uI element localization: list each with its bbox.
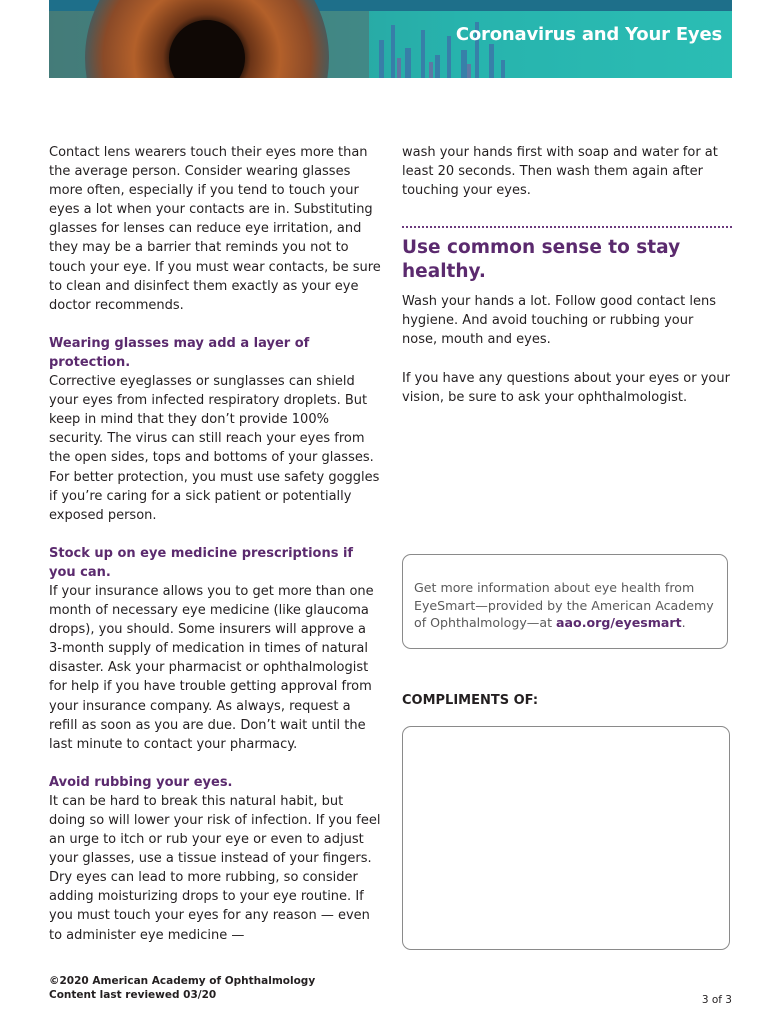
copyright-text: ©2020 American Academy of Ophthalmology xyxy=(49,975,316,987)
section-body: If your insurance allows you to get more than one month of necessary eye medicine (like glaucoma drops), you should. Some insurers will approve a 3-month supply of medication in times of natural disaster. Ask your pharmacist or ophthalmologist for help if you have trouble getting approval from your insurance company. As always, request a refill as soon as you are due. Don’t wait until the last minute to contact your pharmacy. xyxy=(49,583,374,752)
compliments-box xyxy=(402,726,730,950)
banner-title: Coronavirus and Your Eyes xyxy=(455,24,722,45)
header-banner xyxy=(49,0,732,78)
more-info-text: Get more information about eye health from EyeSmart—provided by the American Academy of Ophthalmology—at xyxy=(414,580,714,631)
section-heading: Stock up on eye medicine prescriptions if you can. xyxy=(49,545,354,580)
section-heading: Wearing glasses may add a layer of protection. xyxy=(49,335,310,370)
section-body: Corrective eyeglasses or sunglasses can shield your eyes from infected respiratory droplets. But keep in mind that they don’t provide 100% security. The virus can still reach your eyes from the open sides, tops and bottoms of your glasses. For better protection, you must use safety goggles if you’re caring for a sick patient or potentially exposed person. xyxy=(49,374,380,523)
right-column xyxy=(402,143,732,426)
common-sense-heading: Use common sense to stay healthy. xyxy=(402,237,681,283)
compliments-label: COMPLIMENTS OF: xyxy=(402,693,539,708)
page-number: 3 of 3 xyxy=(701,994,732,1006)
section-heading: Avoid rubbing your eyes. xyxy=(49,774,233,790)
section-glasses xyxy=(49,334,381,525)
wash-hands-paragraph: Wash your hands a lot. Follow good contact lens hygiene. And avoid touching or rubbing your nose, mouth and eyes. xyxy=(402,294,716,348)
section-rubbing xyxy=(49,773,381,945)
section-prescriptions xyxy=(49,544,381,754)
questions-paragraph: If you have any questions about your eyes or your vision, be sure to ask your ophthalmologist. xyxy=(402,370,730,405)
section-body: It can be hard to break this natural habit, but doing so will lower your risk of infection. If you feel an urge to itch or rub your eye or even to adjust your glasses, use a tissue instead of your fingers. Dry eyes can lead to more rubbing, so consider adding moisturizing drops to your eye routine. If you must touch your eyes for any reason — even to administer eye medicine — xyxy=(49,793,381,943)
more-info-box xyxy=(402,554,728,649)
eyesmart-link[interactable]: aao.org/eyesmart xyxy=(556,615,682,631)
dotted-divider xyxy=(402,226,732,228)
continuation-paragraph: wash your hands first with soap and water for at least 20 seconds. Then wash them again after touching your eyes. xyxy=(402,145,718,199)
review-date: Content last reviewed 03/20 xyxy=(49,988,217,1001)
footer xyxy=(49,975,315,1002)
more-info-suffix: . xyxy=(681,615,686,631)
left-column xyxy=(49,143,381,964)
intro-paragraph: Contact lens wearers touch their eyes more than the average person. Consider wearing glasses more often, especially if you tend to touch your eyes a lot when your contacts are in. Substituting glasses for lenses can reduce eye irritation, and they may be a barrier that reminds you not to touch your eye. If you must wear contacts, be sure to clean and disinfect them exactly as your eye doctor recommends. xyxy=(49,145,381,313)
